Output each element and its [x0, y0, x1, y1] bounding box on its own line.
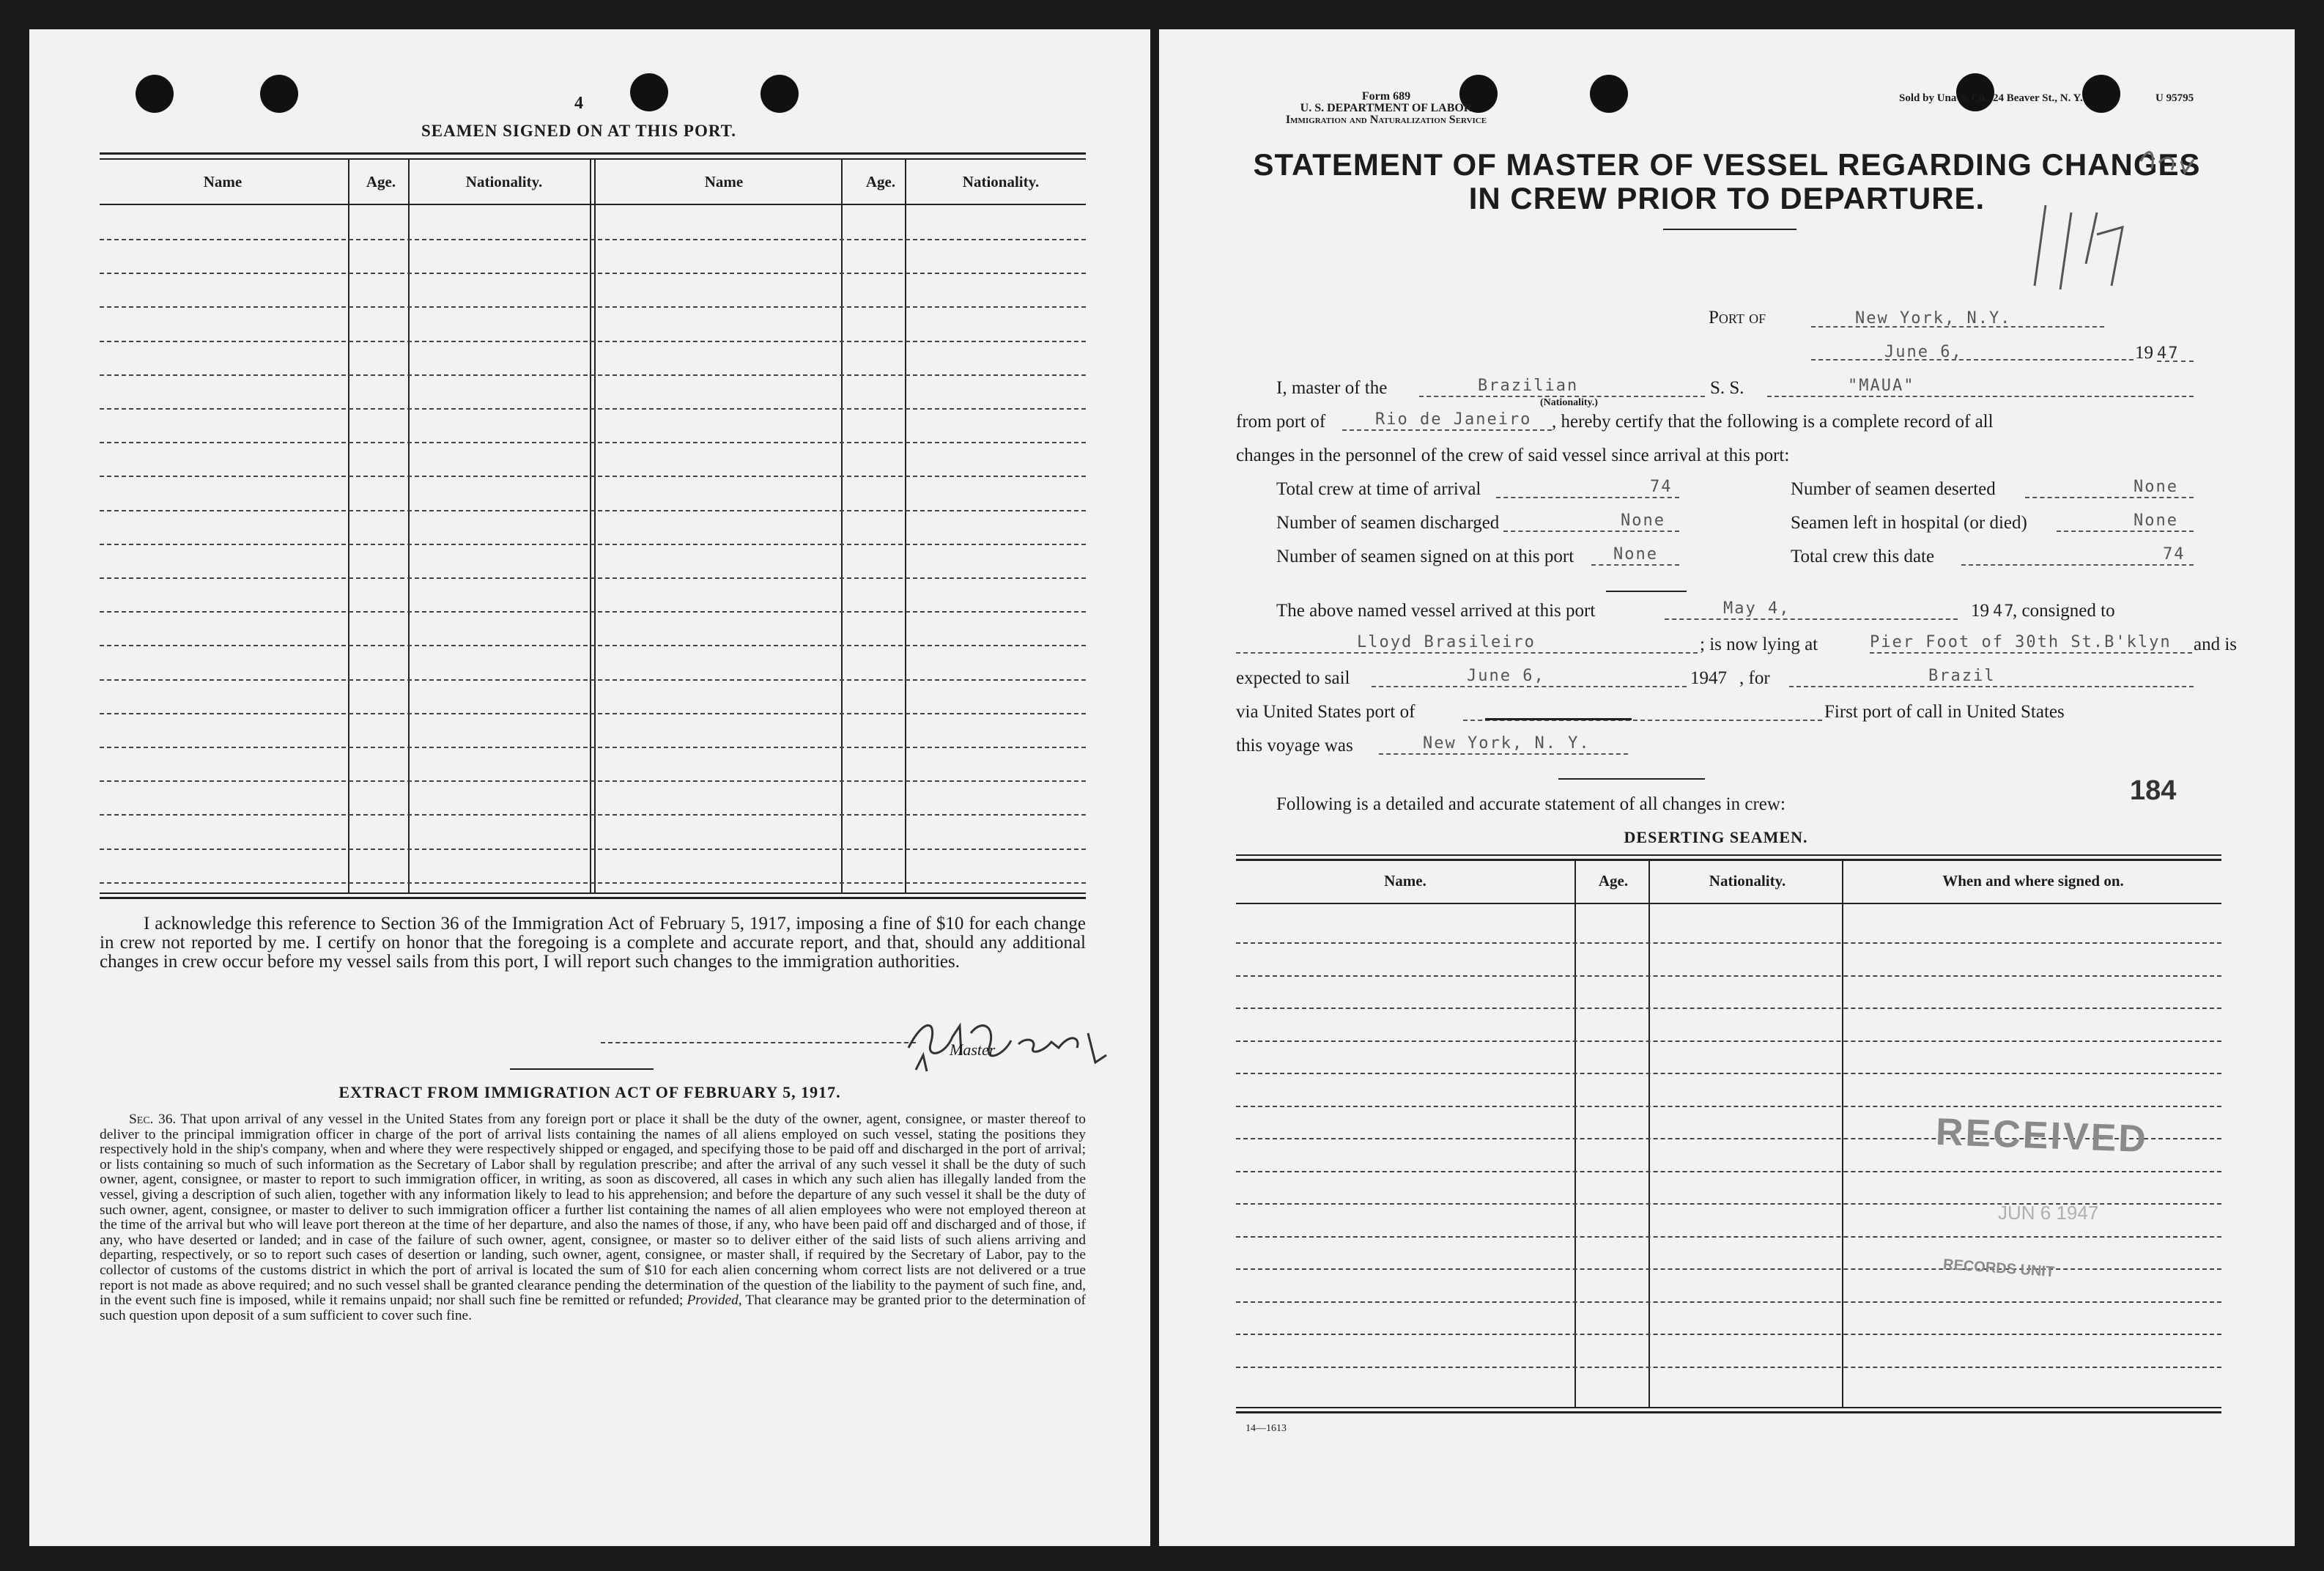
- right-page: [1159, 29, 2295, 1546]
- table-row: [100, 679, 1086, 681]
- certify-text: , hereby certify that the following is a complete record of all: [1552, 412, 1994, 432]
- and-is-text: and is: [2194, 635, 2238, 654]
- changes-text: changes in the personnel of the crew of said vessel since arrival at this port:: [1236, 446, 1790, 465]
- via-label: via United States port of: [1236, 702, 1416, 722]
- master-label: Master: [950, 1040, 996, 1059]
- received-stamp: RECEIVED: [1935, 1110, 2149, 1161]
- deserted-label: Number of seamen deserted: [1791, 479, 1996, 499]
- punch-hole: [630, 73, 668, 111]
- voyage-label: this voyage was: [1236, 736, 1353, 755]
- from-port-value: Rio de Janeiro: [1375, 410, 1532, 429]
- table-row: [1236, 1268, 2221, 1270]
- table-row: [1236, 1301, 2221, 1303]
- consigned-label: , consigned to: [2013, 601, 2115, 621]
- form-number: Form 689: [1361, 90, 1411, 103]
- table-row: [1236, 1334, 2221, 1335]
- master-of-label: I, master of the: [1276, 378, 1388, 398]
- table-row: [100, 476, 1086, 477]
- col-header-name: Name: [203, 173, 243, 191]
- table-row: [100, 849, 1086, 850]
- table-row: [100, 273, 1086, 274]
- table-row: [1236, 1008, 2221, 1009]
- lying-value: Pier Foot of 30th St.B'klyn: [1870, 633, 2172, 651]
- left-page: [29, 29, 1150, 1546]
- col-header-name-2: Name: [704, 173, 744, 191]
- punch-hole: [136, 75, 174, 113]
- col-header-age-2: Age.: [865, 173, 896, 191]
- left-title: SEAMEN SIGNED ON AT THIS PORT.: [421, 122, 737, 140]
- stamp-date: JUN 6 1947: [1998, 1202, 2099, 1224]
- arrived-year: 19: [1971, 601, 1989, 621]
- col-header-nationality-2: Nationality.: [962, 173, 1040, 191]
- table-row: [100, 645, 1086, 646]
- desert-col-signed: When and where signed on.: [1942, 872, 2124, 890]
- table-row: [100, 611, 1086, 613]
- desert-col-name: Name.: [1384, 872, 1426, 890]
- section-label: Sec. 36.: [129, 1112, 177, 1127]
- footer-code: 14—1613: [1246, 1423, 1287, 1434]
- table-row: [1236, 1040, 2221, 1042]
- form-header: [1203, 91, 1569, 126]
- arrived-label: The above named vessel arrived at this port: [1276, 601, 1596, 621]
- page-number: 4: [574, 94, 583, 113]
- total-crew-date-label: Total crew this date: [1791, 547, 1935, 566]
- table-row: [1236, 1367, 2221, 1368]
- date-value: June 6,: [1884, 343, 1963, 361]
- title-line-1: STATEMENT OF MASTER OF VESSEL REGARDING CHANGES: [1253, 147, 2201, 182]
- total-crew-arrival-label: Total crew at time of arrival: [1276, 479, 1481, 499]
- expected-value: June 6,: [1467, 667, 1545, 685]
- table-row: [100, 780, 1086, 782]
- table-row: [1236, 1171, 2221, 1172]
- handwritten-annotation-icon: [2002, 117, 2221, 308]
- arrived-value: May 4,: [1723, 599, 1791, 618]
- expected-label: expected to sail: [1236, 668, 1350, 688]
- table-row: [100, 374, 1086, 376]
- acknowledgement-text: I acknowledge this reference to Section 36 of the Immigration Act of February 5, 1917, imposing a fine of $10 for each change in crew not reported by me. I certify on honor that the foregoing is a complete and accurate report, and that, should any additional changes in crew occur before my vessel sails from this port, I will report such changes to the immigration authorities.: [100, 914, 1086, 972]
- document-number: 184: [2130, 775, 2177, 806]
- master-signature-icon: [894, 1004, 1143, 1084]
- extract-title: EXTRACT FROM IMMIGRATION ACT OF FEBRUARY 5, 1917.: [338, 1083, 841, 1101]
- for-value: Brazil: [1928, 667, 1996, 685]
- for-label: , for: [1739, 668, 1770, 688]
- table-row: [100, 306, 1086, 308]
- discharged-value: None: [1621, 511, 1665, 530]
- signed-on-label: Number of seamen signed on at this port: [1276, 547, 1574, 566]
- port-value: New York, N.Y.: [1855, 309, 2012, 328]
- table-row: [100, 577, 1086, 579]
- desert-col-nationality: Nationality.: [1709, 872, 1786, 890]
- section-36-text: [100, 1112, 1086, 1323]
- ss-label: S. S.: [1710, 378, 1744, 398]
- table-row: [100, 442, 1086, 443]
- deserted-value: None: [2134, 478, 2178, 496]
- title-line-2: IN CREW PRIOR TO DEPARTURE.: [1468, 181, 1986, 215]
- first-port-label: First port of call in United States: [1824, 702, 2065, 722]
- table-row: [100, 747, 1086, 748]
- table-row: [1236, 1236, 2221, 1238]
- year-value: 47: [2157, 344, 2180, 363]
- table-row: [100, 814, 1086, 816]
- nationality-value: Brazilian: [1478, 377, 1579, 395]
- ship-value: "MAUA": [1848, 377, 1915, 395]
- following-label: Following is a detailed and accurate statement of all changes in crew:: [1276, 794, 1785, 814]
- punch-hole: [260, 75, 298, 113]
- provided-label: Provided,: [687, 1293, 742, 1309]
- voyage-value: New York, N. Y.: [1423, 734, 1591, 753]
- service: Immigration and Naturalization Service: [1285, 114, 1487, 126]
- punch-hole: [761, 75, 799, 113]
- hospital-value: None: [2134, 511, 2178, 530]
- from-port-label: from port of: [1236, 412, 1326, 432]
- expected-year: 1947: [1690, 668, 1727, 688]
- table-row: [100, 408, 1086, 410]
- table-row: [100, 239, 1086, 240]
- table-row: [1236, 942, 2221, 944]
- punch-hole: [2082, 75, 2120, 113]
- department: U. S. DEPARTMENT OF LABOR: [1300, 102, 1473, 114]
- table-row: [100, 510, 1086, 511]
- hospital-label: Seamen left in hospital (or died): [1791, 513, 2027, 533]
- lying-label: ; is now lying at: [1700, 635, 1818, 654]
- table-row: [1236, 975, 2221, 977]
- handwritten-date: [2126, 234, 2142, 236]
- section-body: That upon arrival of any vessel in the United States from any foreign port or place it shall be the duty of the owner, agent, consignee, or master thereof to deliver to the principal immigration officer in charge of the port of arrival lists containing the names of all aliens employed on such vessel, stating the positions they respectively hold in the ship's company, when and where they were respectively shipped or engaged, and specifying those to be paid off and discharged in the port of arrival; or lists containing so much of such information as the Secretary of Labor shall by regulation prescribe; and after the arrival of any such vessel it shall be the duty of such owner, agent, consignee, or master to report to such immigration officer, in writing, as soon as discovered, all cases in which any such alien has illegally landed from the vessel, giving a description of such alien, together with any information likely to lead to his apprehension; and before the departure of any such vessel it shall be the duty of such owner, agent, consignee, or master to deliver to such immigration officer a further list containing the names of all alien employees who were not employed thereon at the time of the arrival but who will leave port thereon at the time of her departure, and also the names of those, if any, who have been paid off and discharged and of those, if any, who have deserted or landed; and in case of the failure of such owner, agent, consignee, or master so to deliver either of the said lists of such aliens arriving and departing, respectively, or so to report such cases of desertion or landing, such owner, agent, consignee, or master shall, if required by the Secretary of Labor, pay to the collector of customs of the customs district in which the port of arrival is located the sum of $10 for each alien concerning whom correct lists are not delivered or a true report is not made as above required; and no such vessel shall be granted clearance pending the determination of the question of the liability to the payment of such fine, and, in the event such fine is imposed, while it remains unpaid; nor shall such fine be remitted or refunded;: [100, 1112, 1087, 1309]
- discharged-label: Number of seamen discharged: [1276, 513, 1500, 533]
- col-header-nationality: Nationality.: [465, 173, 543, 191]
- total-crew-date-value: 74: [2163, 545, 2186, 563]
- table-row: [100, 713, 1086, 714]
- nationality-caption: (Nationality.): [1540, 397, 1598, 408]
- consignee-value: Lloyd Brasileiro: [1357, 633, 1536, 651]
- seller: Sold by Una & Co., 24 Beaver St., N. Y.: [1899, 92, 2083, 104]
- seller-code: U 95795: [2155, 92, 2194, 104]
- table-row: [100, 341, 1086, 342]
- deserting-title: DESERTING SEAMEN.: [1624, 828, 1808, 846]
- punch-hole: [1590, 75, 1628, 113]
- table-row: [1236, 1106, 2221, 1107]
- arrived-year-value: 47: [1993, 602, 2016, 621]
- section-body-end: That clearance may be granted prior to the determination of such question upon deposit of a sum sufficient to cover such fine.: [100, 1293, 1086, 1323]
- table-row: [100, 544, 1086, 545]
- col-header-age: Age.: [366, 173, 396, 191]
- table-row: [100, 882, 1086, 884]
- port-label: Port of: [1709, 308, 1766, 328]
- signed-on-value: None: [1613, 545, 1658, 563]
- total-crew-arrival-value: 74: [1650, 478, 1673, 496]
- stamp-unit: RECORDS UNIT: [1942, 1256, 2055, 1281]
- desert-col-age: Age.: [1598, 872, 1629, 890]
- year-prefix: 19: [2135, 343, 2153, 363]
- table-row: [1236, 1073, 2221, 1074]
